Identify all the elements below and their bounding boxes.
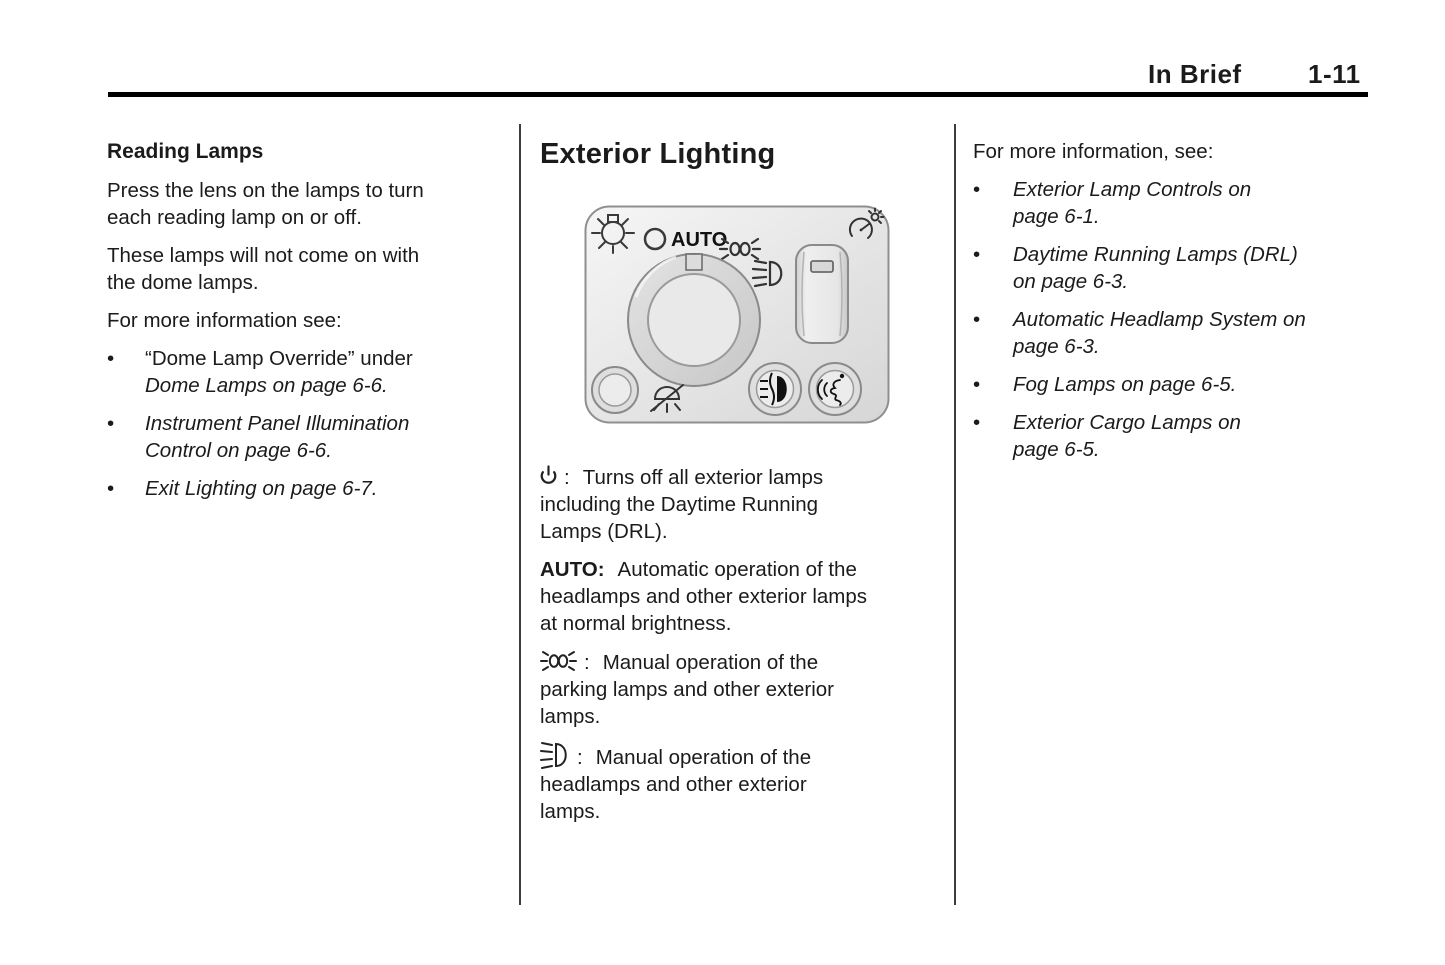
text-line: the dome lamps. — [107, 271, 259, 294]
list-item — [107, 410, 505, 464]
knob-indicator-notch — [686, 254, 702, 270]
list-item — [973, 409, 1373, 463]
exterior-lamp-control-illustration — [584, 205, 890, 424]
cargo-lamp-button — [809, 363, 861, 415]
definition-first-line — [540, 741, 942, 771]
definition-auto — [540, 556, 942, 637]
page-section-title: In Brief — [1148, 59, 1242, 89]
rocker-switch — [796, 245, 848, 343]
cross-reference — [145, 475, 378, 502]
cross-reference — [1013, 409, 1241, 463]
header-rule — [108, 92, 1368, 97]
bullet-marker: • — [973, 243, 981, 266]
colon-separator: : — [584, 651, 590, 674]
definition-first-line — [540, 648, 942, 676]
headlamps-icon — [540, 741, 570, 769]
fog-lamp-button — [749, 363, 801, 415]
column-divider — [519, 124, 521, 905]
text-line: each reading lamp on or off. — [107, 206, 362, 229]
definition-headlamps — [540, 741, 942, 825]
text-line: Daytime Running Lamps (DRL) — [1013, 243, 1298, 266]
text-line: Press the lens on the lamps to turn — [107, 179, 424, 202]
bullet-marker: • — [973, 411, 981, 434]
bullet-marker: • — [107, 477, 115, 500]
list-item — [973, 371, 1373, 398]
reading-lamps-heading: Reading Lamps — [107, 140, 264, 163]
text-line: Fog Lamps on page 6-5. — [1013, 373, 1237, 396]
auto-position-label: AUTO — [671, 229, 728, 251]
definition-first-line — [540, 464, 942, 491]
middle-column — [540, 138, 942, 836]
symbol-definitions — [540, 464, 942, 825]
text-line: headlamps and other exterior — [540, 773, 807, 796]
list-item-text — [145, 345, 413, 399]
text-line: page 6-1. — [1013, 205, 1100, 228]
list-item — [107, 345, 505, 399]
right-column — [973, 138, 1373, 474]
text-line: page 6-5. — [1013, 438, 1100, 461]
bullet-marker: • — [107, 412, 115, 435]
text-line: Control on page 6-6. — [145, 439, 332, 462]
cross-reference — [145, 410, 409, 464]
bullet-marker: • — [973, 308, 981, 331]
text-line: Exterior Lamp Controls on — [1013, 178, 1252, 201]
text-line: Lamps (DRL). — [540, 520, 668, 543]
more-info-intro: For more information, see: — [973, 140, 1214, 163]
cross-reference — [1013, 306, 1306, 360]
definition-power — [540, 464, 942, 545]
column-divider — [954, 124, 956, 905]
text-line: Manual operation of the — [595, 746, 812, 769]
list-item — [107, 475, 505, 502]
definition-parking-lamps — [540, 648, 942, 730]
cross-reference: Dome Lamps on page 6-6. — [145, 374, 388, 397]
text-line: lamps. — [540, 705, 601, 728]
colon-separator: : — [564, 466, 570, 489]
cross-reference — [1013, 176, 1251, 230]
text-line: Automatic operation of the — [617, 558, 857, 581]
headlamp-knob — [628, 254, 760, 386]
text-line: Turns off all exterior lamps — [582, 466, 824, 489]
bullet-marker: • — [107, 347, 115, 370]
list-item — [973, 306, 1373, 360]
text-line: These lamps will not come on with — [107, 244, 420, 267]
definition-first-line — [540, 556, 942, 583]
list-item — [973, 241, 1373, 295]
text-line: at normal brightness. — [540, 612, 732, 635]
text-line: Manual operation of the — [602, 651, 819, 674]
exterior-lighting-heading: Exterior Lighting — [540, 138, 776, 170]
text-line: headlamps and other exterior lamps — [540, 585, 868, 608]
paragraph — [107, 177, 505, 231]
bullet-marker: • — [973, 178, 981, 201]
cross-reference — [1013, 241, 1298, 295]
cross-reference — [1013, 371, 1236, 398]
text-line: on page 6-3. — [1013, 270, 1129, 293]
text-line: Instrument Panel Illumination — [145, 412, 410, 435]
page-number: 1-11 — [1308, 59, 1361, 89]
paragraph — [107, 242, 505, 296]
bullet-marker: • — [973, 373, 981, 396]
left-column — [107, 138, 505, 513]
paragraph: For more information see: — [107, 309, 342, 332]
text-line: Automatic Headlamp System on — [1013, 308, 1306, 331]
dome-override-button — [592, 367, 638, 413]
list-item — [973, 176, 1373, 230]
text-line: “Dome Lamp Override” under — [145, 347, 413, 370]
text-line: lamps. — [540, 800, 601, 823]
text-line: including the Daytime Running — [540, 493, 819, 516]
parking-lamps-icon — [540, 648, 577, 674]
auto-term: AUTO: — [540, 558, 605, 581]
text-line: Exit Lighting on page 6-7. — [145, 477, 378, 500]
colon-separator: : — [577, 746, 583, 769]
text-line: Exterior Cargo Lamps on — [1013, 411, 1241, 434]
power-icon — [540, 465, 557, 486]
text-line: page 6-3. — [1013, 335, 1100, 358]
rocker-slot — [811, 261, 833, 272]
text-line: parking lamps and other exterior — [540, 678, 834, 701]
